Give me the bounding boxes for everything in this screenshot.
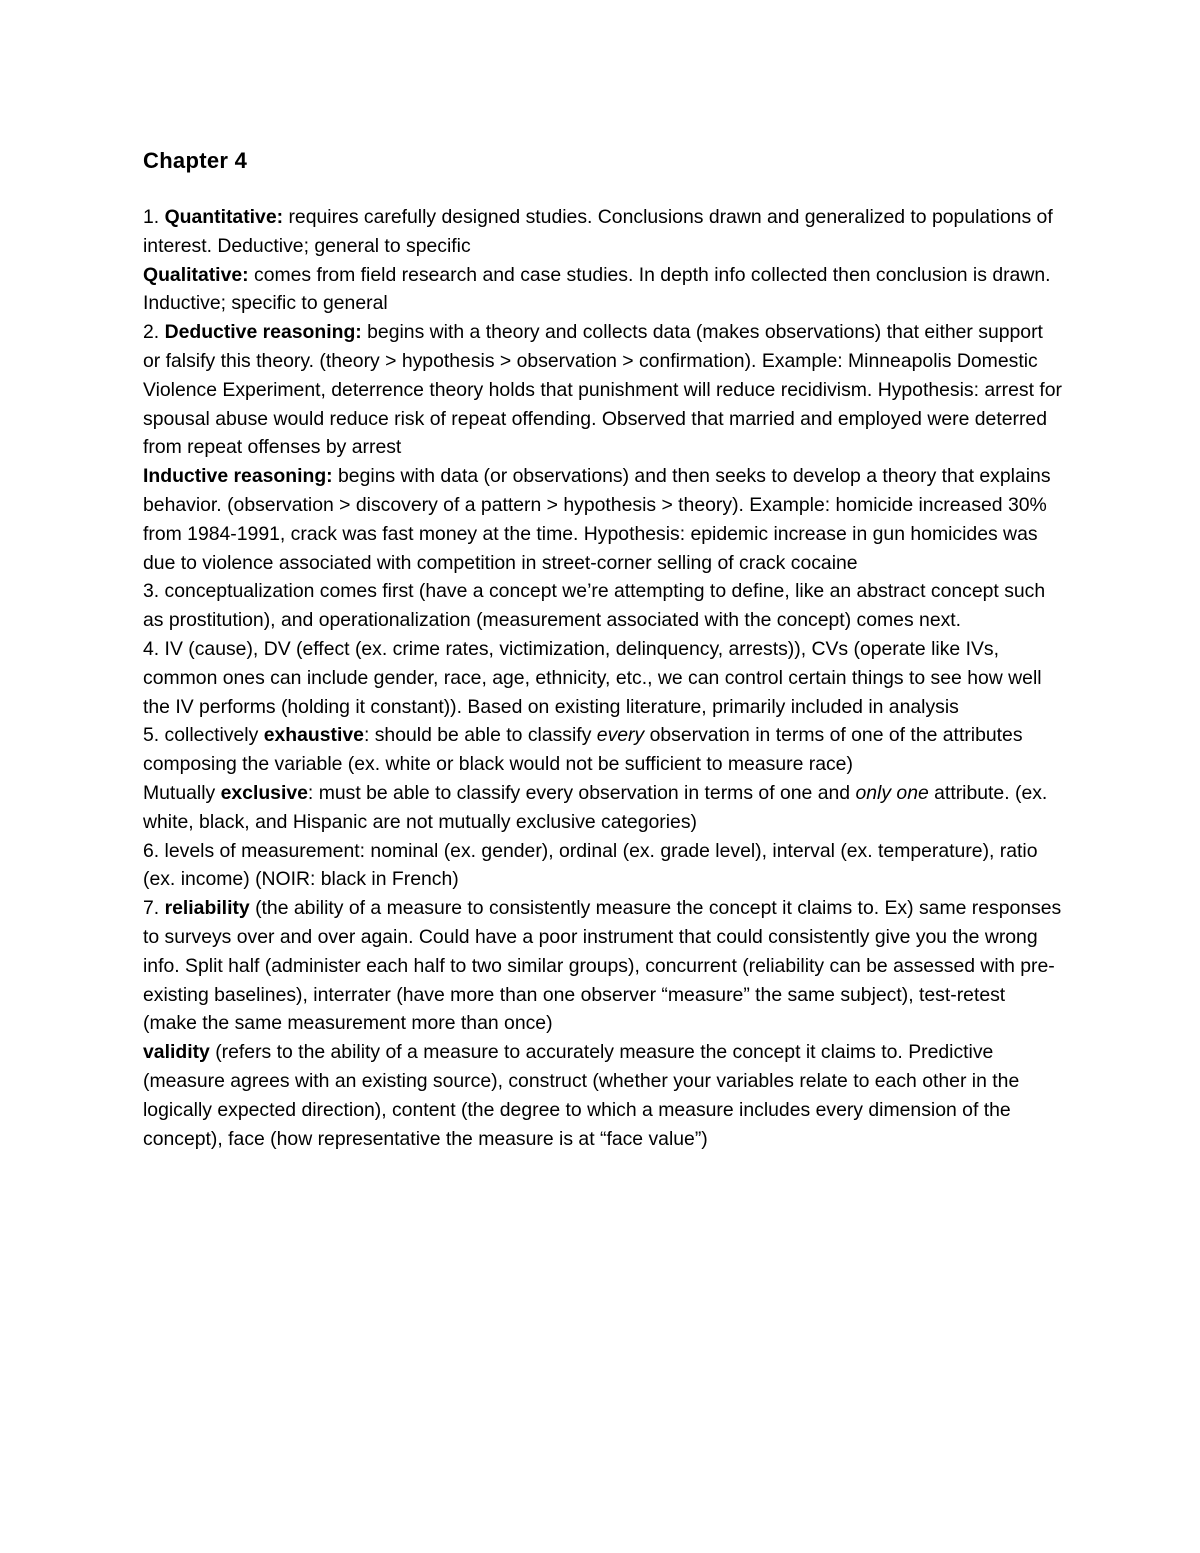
bold-term: reliability <box>164 897 250 920</box>
text-run: 1. <box>143 206 165 228</box>
text-run: 6. levels of measurement: nominal (ex. gender), ordinal (ex. grade level), interval (ex. temperature), ratio (ex. income) (NOIR: black in French) <box>143 839 1038 891</box>
text-run: 7. <box>143 897 165 920</box>
paragraph <box>143 894 1063 1038</box>
bold-term: Inductive reasoning: <box>143 465 333 488</box>
text-run: attribute. (ex. white, black, and Hispanic are not mutually exclusive categories) <box>143 781 1048 833</box>
paragraph <box>143 261 1063 319</box>
text-run: observation in terms of one of the attributes composing the variable (ex. white or black would not be sufficient to measure race) <box>143 724 1023 776</box>
text-run: Mutually <box>143 781 221 804</box>
bold-term: exclusive <box>220 781 308 804</box>
emphasis-text: only one <box>855 781 929 804</box>
paragraph <box>143 779 1063 837</box>
text-run: 2. <box>143 321 165 344</box>
text-run: : must be able to classify every observation in terms of one and <box>307 781 856 804</box>
paragraph <box>143 203 1063 261</box>
paragraph <box>143 721 1063 779</box>
text-run: 3. conceptualization comes first (have a concept we’re attempting to define, like an abstract concept such as prostitution), and operationalization (measurement associated with the concept) comes next. <box>143 580 1046 632</box>
bold-term: Deductive reasoning: <box>164 321 362 344</box>
document-body <box>143 203 1063 1153</box>
text-run: begins with data (or observations) and then seeks to develop a theory that explains behavior. (observation > discovery of a pattern > hypothesis > theory). Example: homicide increased 30% from 1984-1991, crack was fast money at the time. Hypothesis: epidemic increase in gun homicides was due to violence associated with competition in street-corner selling of crack cocaine <box>143 465 1051 574</box>
bold-term: Quantitative: <box>164 206 284 228</box>
paragraph <box>143 1038 1063 1153</box>
paragraph <box>143 577 1063 635</box>
bold-term: Qualitative: <box>143 263 249 286</box>
text-run: 4. IV (cause), DV (effect (ex. crime rates, victimization, delinquency, arrests)), CVs (operate like IVs, common ones can include gender, race, age, ethnicity, etc., we can control certain things to see how well the IV performs (holding it constant)). Based on existing literature, primarily included in analysis <box>143 637 1042 718</box>
paragraph <box>143 635 1063 721</box>
bold-term: validity <box>143 1041 210 1064</box>
text-run: (refers to the ability of a measure to accurately measure the concept it claims to. Predictive (measure agrees with an existing source), construct (whether your variables relate to each other in the logically expected direction), content (the degree to which a measure includes every dimension of the concept), face (how representative the measure is at “face value”) <box>143 1041 1020 1150</box>
paragraph <box>143 837 1063 895</box>
text-run: begins with a theory and collects data (makes observations) that either support or falsify this theory. (theory > hypothesis > observation > confirmation). Example: Minneapolis Domestic Violence Experiment, deterrence theory holds that punishment will reduce recidivism. Hypothesis: arrest for spousal abuse would reduce risk of repeat offending. Observed that married and employed were deterred from repeat offenses by arrest <box>143 321 1062 459</box>
bold-term: exhaustive <box>263 724 364 747</box>
text-run: requires carefully designed studies. Conclusions drawn and generalized to populations of interest. Deductive; general to specific <box>143 206 1053 257</box>
page-title: Chapter 4 <box>143 148 248 173</box>
paragraph <box>143 318 1063 462</box>
text-run: comes from field research and case studies. In depth info collected then conclusion is drawn. Inductive; specific to general <box>143 263 1051 315</box>
text-run: 5. collectively <box>143 724 264 747</box>
text-run: : should be able to classify <box>363 724 597 747</box>
text-run: (the ability of a measure to consistently measure the concept it claims to. Ex) same responses to surveys over and over again. Could have a poor instrument that could consistently give you the wrong info. Split half (administer each half to two similar groups), concurrent (reliability can be assessed with pre-existing baselines), interrater (have more than one observer “measure” the same subject), test-retest (make the same measurement more than once) <box>143 897 1062 1035</box>
paragraph <box>143 462 1063 577</box>
emphasis-text: every <box>596 724 645 747</box>
